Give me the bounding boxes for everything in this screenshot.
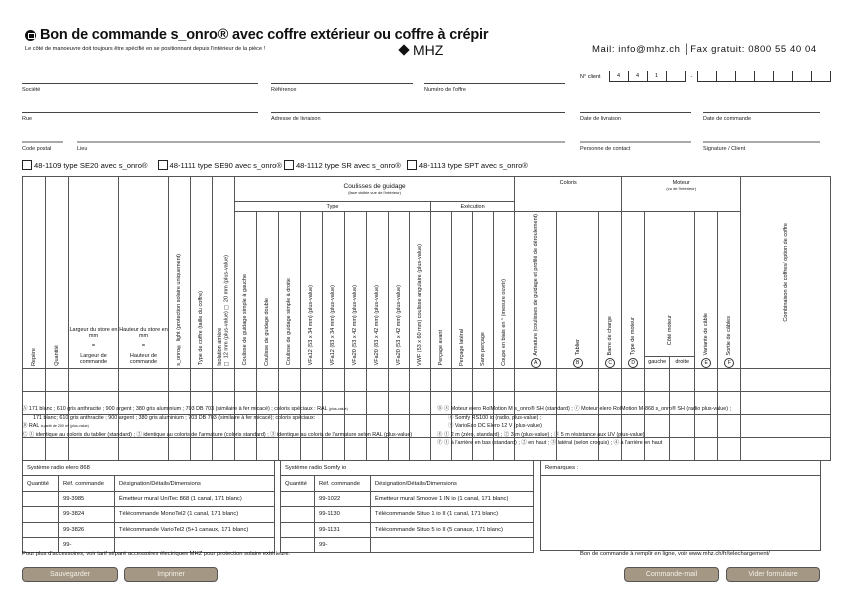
ref-cell: 99-3826: [59, 522, 115, 537]
cell[interactable]: [557, 368, 599, 391]
col-header: Réf. commande: [59, 476, 115, 491]
col-tablier: [557, 212, 599, 369]
online-note: Bon de commande à remplir en ligne, voir www.mhz.ch/fr/telechargement/: [580, 551, 770, 557]
remarks-input[interactable]: [541, 476, 820, 548]
cell[interactable]: [741, 391, 831, 414]
legend-d2: ⓘ Somfy RS100 io (radio, plus-value) ;: [448, 414, 542, 421]
quantity-input[interactable]: [23, 522, 59, 537]
cell[interactable]: [622, 368, 645, 391]
header-text: VFa12 (83 x 34 mm) (plus-value): [330, 285, 337, 366]
header-text: Coulisses de guidage: [343, 183, 406, 190]
legend-right: [437, 405, 731, 448]
adresse-livraison-field[interactable]: [271, 112, 565, 113]
designation-cell: Télécommande VarioTel2 (5+1 canaux, 171 blanc): [115, 522, 275, 537]
designation-cell: Émetteur mural Smoove 1 IN io (1 canal, 171 blanc): [371, 491, 534, 506]
gauche-label: gauche: [645, 357, 670, 368]
cell[interactable]: [670, 368, 695, 391]
legend-d3: ⓥ VarioEco DC Elero 12 V (plus-value): [448, 423, 542, 430]
title-text: Bon de commande s_onro® avec coffre extérieur ou coffre à crépir: [40, 27, 489, 43]
col-largeur: [69, 177, 119, 369]
rue-label: Rue: [22, 116, 33, 122]
client-cell[interactable]: [717, 71, 736, 81]
marker-d-icon: D: [628, 358, 638, 368]
ref-cell: 99-3824: [59, 507, 115, 522]
radio-elero-title: Système radio elero 868: [23, 461, 275, 476]
code-postal-label: Code postal: [22, 146, 52, 152]
ref-cell: 99-1131: [315, 522, 371, 537]
cell[interactable]: [410, 368, 431, 391]
header-text: Tablier: [574, 339, 581, 356]
marker-b-icon: B: [573, 358, 583, 368]
header-text: Type de coffre (taille du coffre): [198, 291, 205, 366]
col-header: Quantité: [23, 476, 59, 491]
header-text: Combinaison de coffres/ option de coffre: [782, 223, 789, 322]
header-text: Côté moteur: [666, 315, 673, 346]
cell[interactable]: [23, 437, 46, 460]
cell[interactable]: [367, 368, 389, 391]
quantity-input[interactable]: [23, 491, 59, 506]
cell[interactable]: [452, 368, 473, 391]
header-text: Barre de charge: [607, 316, 614, 356]
cell[interactable]: [279, 437, 301, 460]
cell[interactable]: [410, 391, 431, 414]
header-text: Perçage avant: [437, 330, 444, 366]
header-text: Quantité: [53, 344, 60, 366]
col-isolation: [213, 177, 235, 369]
code-postal-field[interactable]: [22, 141, 63, 143]
header-text: Sortie de câbles: [726, 316, 733, 356]
droite-label: droite: [675, 358, 690, 365]
header-text: Perçage latéral: [458, 328, 465, 366]
legend-note: (plus-value): [328, 407, 348, 411]
cell[interactable]: [515, 368, 557, 391]
header-text: VFa20 (83 x 42 mm) (plus-value): [374, 285, 381, 366]
cell[interactable]: [389, 368, 410, 391]
reference-field[interactable]: [271, 83, 413, 84]
col-sortie-cables: [718, 212, 741, 369]
group-moteur: [622, 177, 741, 212]
type-checkbox-se20[interactable]: [22, 160, 148, 170]
legend-d: Ⓓ ⓢ Moteur elero RolMotion M s_onro® SH (standard) ; ⓡ Moteur elero RolMotion M-868 s_onro® SH (radio plus-value) ;: [437, 406, 732, 412]
group-coulisses: [235, 177, 515, 202]
ref-cell: 99-1022: [315, 491, 371, 506]
header-text: s_onro® light (protection solaire uniquement): [176, 253, 183, 366]
header-text: =: [141, 342, 146, 349]
brand-name: MHZ: [413, 42, 444, 58]
client-number-separator: -: [690, 73, 693, 80]
page-title: [25, 27, 488, 43]
cell[interactable]: [718, 368, 741, 391]
type-checkbox-se90[interactable]: [158, 160, 282, 170]
header-text: Hauteur du store en mm: [119, 326, 168, 339]
numero-offre-label: Numéro de l'offre: [424, 87, 466, 93]
ref-cell[interactable]: 99-: [315, 537, 371, 552]
cell[interactable]: [599, 368, 622, 391]
designation-cell: Télécommande MonoTel2 (1 canal, 171 blanc): [115, 507, 275, 522]
marker-a-icon: A: [531, 358, 541, 368]
cell[interactable]: [69, 437, 119, 460]
col-c3: [279, 212, 301, 369]
header-text: =: [91, 342, 96, 349]
iso-12-checkbox[interactable]: ☐: [223, 358, 230, 366]
brand-logo: [400, 42, 443, 58]
client-cell[interactable]: [812, 71, 831, 81]
header-text: 20 mm (plus-value): [223, 254, 230, 302]
header-text: VFa12 (53 x 34 mm) (plus-value): [308, 285, 315, 366]
col-c1: [235, 212, 257, 369]
cell[interactable]: [46, 368, 69, 391]
col-header: Désignation/Détails/Dimensions: [371, 476, 534, 491]
cell[interactable]: [389, 437, 410, 460]
col-c4: [301, 212, 323, 369]
subtitle: Le côté de manoeuvre doit toujours être spécifié en se positionnant depuis l'intérieur de la pièce !: [25, 46, 266, 52]
header-text: VFa20 (53 x 42 mm) (plus-value): [395, 285, 402, 366]
remarks-box: [540, 460, 821, 551]
header-text: (face visible vue de l'intérieur): [348, 190, 401, 195]
cell[interactable]: [473, 368, 494, 391]
table-row: [23, 507, 275, 522]
table-row: [23, 522, 275, 537]
col-repere: [23, 177, 46, 369]
cell[interactable]: [345, 368, 367, 391]
print-button[interactable]: Imprimer: [124, 567, 218, 582]
checkbox-icon[interactable]: [407, 160, 417, 170]
col-header: Désignation/Détails/Dimensions: [115, 476, 275, 491]
diamond-icon: [398, 44, 409, 55]
legend-a2: 171 blanc; 610 gris anthracite ; 900 argent ; 380 gris aluminium ; 703 DB 703 (similaire à fer micacé); coloris spéciaux:: [33, 414, 316, 421]
cell[interactable]: [169, 437, 191, 460]
marker-e-icon: E: [701, 358, 711, 368]
cell[interactable]: [257, 368, 279, 391]
header-text: Armature (coulisses de guidage et profilé de déroulement): [532, 214, 539, 356]
numero-offre-field[interactable]: [424, 83, 565, 84]
accessories-note: Pour plus d'accessoires, voir tarif séparé accessoires électriques MHZ pour protection solaire extérieure.: [22, 551, 291, 557]
table-row: [23, 368, 831, 391]
checkbox-icon[interactable]: [158, 160, 168, 170]
group-coloris: Coloris: [515, 177, 622, 212]
ref-cell: 99-1130: [315, 507, 371, 522]
personne-contact-field[interactable]: [580, 141, 691, 143]
cell[interactable]: [191, 368, 213, 391]
contact-info: Mail: info@mhz.ch │Fax gratuit: 0800 55 40 04: [592, 44, 817, 55]
col-e4: [494, 212, 515, 369]
cell[interactable]: [213, 368, 235, 391]
client-cell[interactable]: 4: [629, 71, 648, 81]
header-text: Largeur du store en mm: [69, 326, 118, 339]
table-row: [23, 491, 275, 506]
col-e3: [473, 212, 494, 369]
cell[interactable]: [119, 368, 169, 391]
header-text: Isolation arrière: [217, 327, 224, 366]
cell[interactable]: [431, 368, 452, 391]
lieu-label: Lieu: [77, 146, 88, 152]
adresse-livraison-label: Adresse de livraison: [271, 116, 321, 122]
header-text: Repère: [30, 347, 37, 366]
client-cell[interactable]: [755, 71, 774, 81]
type-checkbox-sr[interactable]: [284, 160, 401, 170]
cell[interactable]: [345, 437, 367, 460]
type-checkbox-spt[interactable]: [407, 160, 528, 170]
col-type-coffre: [191, 177, 213, 369]
cell[interactable]: [235, 368, 257, 391]
cell[interactable]: [119, 437, 169, 460]
legend-a: Ⓐ 171 blanc ; 610 gris anthracite ; 900 argent ; 380 gris aluminium ; 703 DB 703 (similaire à fer micacé) ; coloris spéciaux : RAL: [22, 406, 328, 412]
col-c2: [257, 212, 279, 369]
clear-form-button[interactable]: Vider formulaire: [726, 567, 820, 582]
cell[interactable]: [323, 368, 345, 391]
col-c5: [323, 212, 345, 369]
col-c9: [410, 212, 431, 369]
header-text: Sans perçage: [479, 331, 486, 366]
isolation-header: [217, 255, 230, 366]
mail-order-button[interactable]: Commande-mail: [624, 567, 719, 582]
personne-contact-label: Personne de contact: [580, 146, 631, 152]
client-cell[interactable]: 1: [648, 71, 667, 81]
save-button[interactable]: Sauvegarder: [22, 567, 118, 582]
table-row: [281, 522, 534, 537]
col-type-moteur: [622, 212, 645, 369]
col-header: Quantité: [281, 476, 315, 491]
iso-20-checkbox[interactable]: ☐: [223, 301, 230, 310]
ref-cell[interactable]: 99-: [59, 537, 115, 552]
col-cote-moteur: [645, 212, 695, 369]
cell[interactable]: [191, 437, 213, 460]
cell[interactable]: [410, 437, 431, 460]
col-variante-cable: [695, 212, 718, 369]
header-text: VFa20 (53 x 42 mm) (plus-value): [352, 285, 359, 366]
client-cell[interactable]: [774, 71, 793, 81]
designation-cell: Télécommande Situo 1 io II (1 canal, 171 blanc): [371, 507, 534, 522]
header-text: VWF (53 x 60 mm) coulisse angulaire (plus-value): [416, 243, 423, 366]
cell[interactable]: [46, 437, 69, 460]
societe-field[interactable]: [22, 83, 258, 84]
cell[interactable]: [741, 368, 831, 391]
designation-cell: Télécommande Situo 5 io II (5 canaux, 171 blanc): [371, 522, 534, 537]
header-text: Coulisse de guidage simple à droite: [286, 278, 293, 366]
marker-f-icon: F: [724, 358, 734, 368]
col-c8: [389, 212, 410, 369]
cell[interactable]: [169, 368, 191, 391]
group-type: Type: [235, 202, 431, 212]
cell[interactable]: [69, 368, 119, 391]
client-cell[interactable]: 4: [609, 71, 629, 81]
designation-input[interactable]: [371, 537, 534, 552]
type-label: 48-1109 type SE20 avec s_onro®: [34, 160, 148, 170]
cell[interactable]: [213, 437, 235, 460]
type-label: 48-1112 type SR avec s_onro®: [295, 160, 401, 170]
radio-somfy-title: Système radio Somfy io: [281, 461, 534, 476]
cell[interactable]: [323, 437, 345, 460]
cell[interactable]: [257, 437, 279, 460]
remarks-label: Remarques :: [541, 461, 820, 476]
group-execution: Exécution: [431, 202, 515, 212]
header-text: Coulisse de guidage double: [264, 297, 271, 366]
cell[interactable]: [235, 437, 257, 460]
lieu-field[interactable]: [77, 141, 565, 143]
client-cell[interactable]: [667, 71, 686, 81]
quantity-input[interactable]: [281, 491, 315, 506]
client-cell[interactable]: [697, 71, 717, 81]
cell[interactable]: [645, 368, 670, 391]
type-label: 48-1111 type SE90 avec s_onro®: [169, 160, 282, 170]
date-commande-field[interactable]: [703, 112, 820, 113]
table-row: [281, 537, 534, 552]
header-text: Moteur: [672, 180, 690, 186]
header-text: Coulisse de guidage simple à gauche: [242, 274, 249, 366]
cell[interactable]: [410, 414, 431, 437]
header-text: Coupe en biais en ° (mesure ouvrir): [500, 278, 507, 366]
col-header: Réf. commande: [315, 476, 371, 491]
legend-b: Ⓑ RAL: [22, 423, 40, 430]
header-text: (vu de l'intérieur): [666, 186, 697, 191]
table-row: [281, 507, 534, 522]
legend-c: Ⓒ ① identique au coloris du tablier (standard) ; ② identique au coloris de l'armature (coloris standard) ; ③ identique au coloris de l'armature selon RAL (plus-value): [22, 431, 413, 438]
client-number-label: N° client: [580, 73, 601, 80]
client-cell[interactable]: [793, 71, 812, 81]
ref-cell: 99-3985: [59, 491, 115, 506]
signature-field[interactable]: [703, 141, 820, 143]
cell[interactable]: [301, 437, 323, 460]
checkbox-icon[interactable]: [22, 160, 32, 170]
legend-left: [22, 405, 412, 439]
header-text: 12 mm (plus-value): [223, 310, 230, 359]
legend-f: Ⓕ ① à l'arrière en bas (standard) ; ② en haut ; ③ latéral (selon croquis) ; ④ à l'arrière en haut: [437, 440, 663, 447]
col-e1: [431, 212, 452, 369]
date-livraison-field[interactable]: [580, 112, 691, 113]
type-label: 48-1113 type SPT avec s_onro®: [418, 160, 528, 170]
col-barre: [599, 212, 622, 369]
cell[interactable]: [301, 368, 323, 391]
document-circle-icon: [25, 30, 36, 41]
quantity-input[interactable]: [23, 507, 59, 522]
cell[interactable]: [494, 368, 515, 391]
quantity-input[interactable]: [281, 507, 315, 522]
marker-c-icon: C: [605, 358, 615, 368]
table-row: [281, 491, 534, 506]
col-combinaison: [741, 177, 831, 369]
reference-label: Référence: [271, 87, 297, 93]
cell[interactable]: [279, 368, 301, 391]
legend-note: à partir de 200 m² (plus-value): [40, 424, 89, 429]
header-text: Type de moteur: [630, 317, 637, 356]
col-armature: [515, 212, 557, 369]
cell[interactable]: [367, 437, 389, 460]
date-commande-label: Date de commande: [703, 116, 751, 122]
col-e2: [452, 212, 473, 369]
col-light: [169, 177, 191, 369]
radio-somfy-table: [280, 460, 534, 553]
quantity-input[interactable]: [281, 522, 315, 537]
type-checkboxes: [22, 160, 528, 170]
cell[interactable]: [695, 368, 718, 391]
societe-label: Société: [22, 87, 41, 93]
signature-label: Signature / Client: [703, 146, 746, 152]
col-quantite: [46, 177, 69, 369]
header-text: Hauteur de commande: [129, 352, 158, 365]
client-cell[interactable]: [736, 71, 755, 81]
col-hauteur: [119, 177, 169, 369]
designation-cell: Émetteur mural UniTec 868 (1 canal, 171 blanc): [115, 491, 275, 506]
client-number: [580, 71, 831, 82]
cell[interactable]: [741, 437, 831, 460]
checkbox-icon[interactable]: [284, 160, 294, 170]
header-text: Largeur de commande: [79, 352, 108, 365]
col-c7: [367, 212, 389, 369]
date-livraison-label: Date de livraison: [580, 116, 621, 122]
legend-e: Ⓔ ① 2 m (zéro, standard) ; ② 3 m (plus-value) ; ③ 5 m résistance aux UV (plus-value): [437, 431, 645, 438]
radio-elero-table: [22, 460, 275, 553]
cell[interactable]: [23, 368, 46, 391]
cell[interactable]: [741, 414, 831, 437]
header-text: Variante de câble: [703, 313, 710, 356]
col-c6: [345, 212, 367, 369]
rue-field[interactable]: [22, 112, 258, 113]
